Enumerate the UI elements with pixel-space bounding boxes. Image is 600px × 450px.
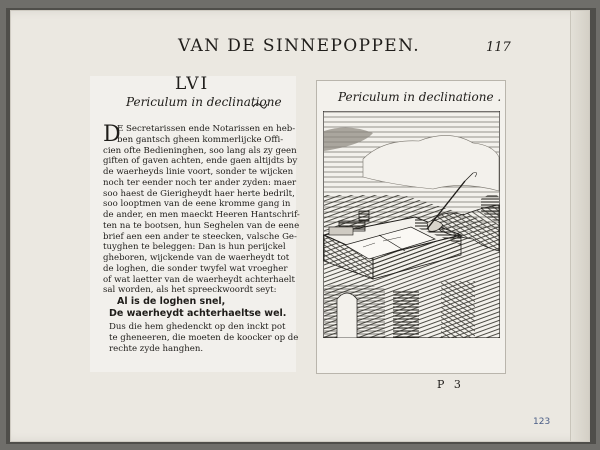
emblem-number: LVI bbox=[175, 74, 210, 94]
emblem-body-text bbox=[103, 124, 300, 296]
body-line: tuyghen te beleggen: Dan is hun perijckel bbox=[103, 242, 286, 253]
body-line: de loghen, die sonder twyfel wat vroegher bbox=[103, 263, 288, 274]
body-line: giften of gaven achten, ende gaen altijdts by bbox=[103, 156, 298, 167]
signature-mark: P 3 bbox=[437, 378, 464, 391]
proverb-line: Al is de loghen snel, bbox=[117, 296, 226, 307]
pencil-annotation: 123 bbox=[533, 417, 551, 427]
plate-title: Periculum in declinatione . bbox=[338, 90, 502, 104]
conclusion-text bbox=[109, 322, 299, 354]
proverb bbox=[109, 296, 299, 320]
emblem-motto: Periculum in declinatione bbox=[126, 95, 282, 109]
body-line: of wat laetter van de waerheydt achterhaelt bbox=[103, 274, 296, 285]
page-edge bbox=[570, 11, 589, 441]
body-line: ten na te bootsen, hun Seghelen van de eene bbox=[103, 220, 300, 231]
body-line: soo haest de Gierigheydt haer herte bedrilt, bbox=[103, 188, 295, 199]
body-line: brief aen een ander te steecken, valsche Ge- bbox=[103, 231, 297, 242]
body-line: noch ter eender noch ter ander zyden: maer bbox=[103, 177, 297, 188]
conclusion-line: te gheneeren, die moeten de koocker op de bbox=[109, 332, 299, 343]
flourish-ornament bbox=[252, 100, 268, 110]
body-line: de waerheyds linie voort, sonder te wijcken bbox=[103, 167, 294, 177]
drop-initial: D bbox=[103, 122, 121, 147]
body-line: cien ofte Bedieninghen, soo lang als zy geen bbox=[103, 145, 297, 156]
page-number: 117 bbox=[486, 40, 511, 55]
conclusion-line: Dus die hem ghedenckt op den inckt pot bbox=[109, 322, 286, 332]
body-line: sal worden, als het spreeckwoordt seyt: bbox=[103, 285, 277, 296]
body-line: E Secretarissen ende Notarissen en heb- bbox=[117, 124, 296, 134]
body-line: de ander, en men maeckt Heeren Hantschrif- bbox=[103, 210, 300, 220]
running-head: VAN DE SINNEPOPPEN. bbox=[178, 36, 421, 56]
engraving-illustration bbox=[323, 111, 500, 338]
conclusion-line: rechte zyde hanghen. bbox=[109, 343, 204, 354]
body-line: soo looptmen van de eene kromme gang in bbox=[103, 199, 291, 210]
body-line: gheboren, wijckende van de waerheydt tot bbox=[103, 253, 290, 263]
proverb-line: De waerheydt achterhaeltse wel. bbox=[109, 308, 287, 319]
body-line: ben gantsch gheen kommerlijcke Offi- bbox=[117, 134, 284, 145]
